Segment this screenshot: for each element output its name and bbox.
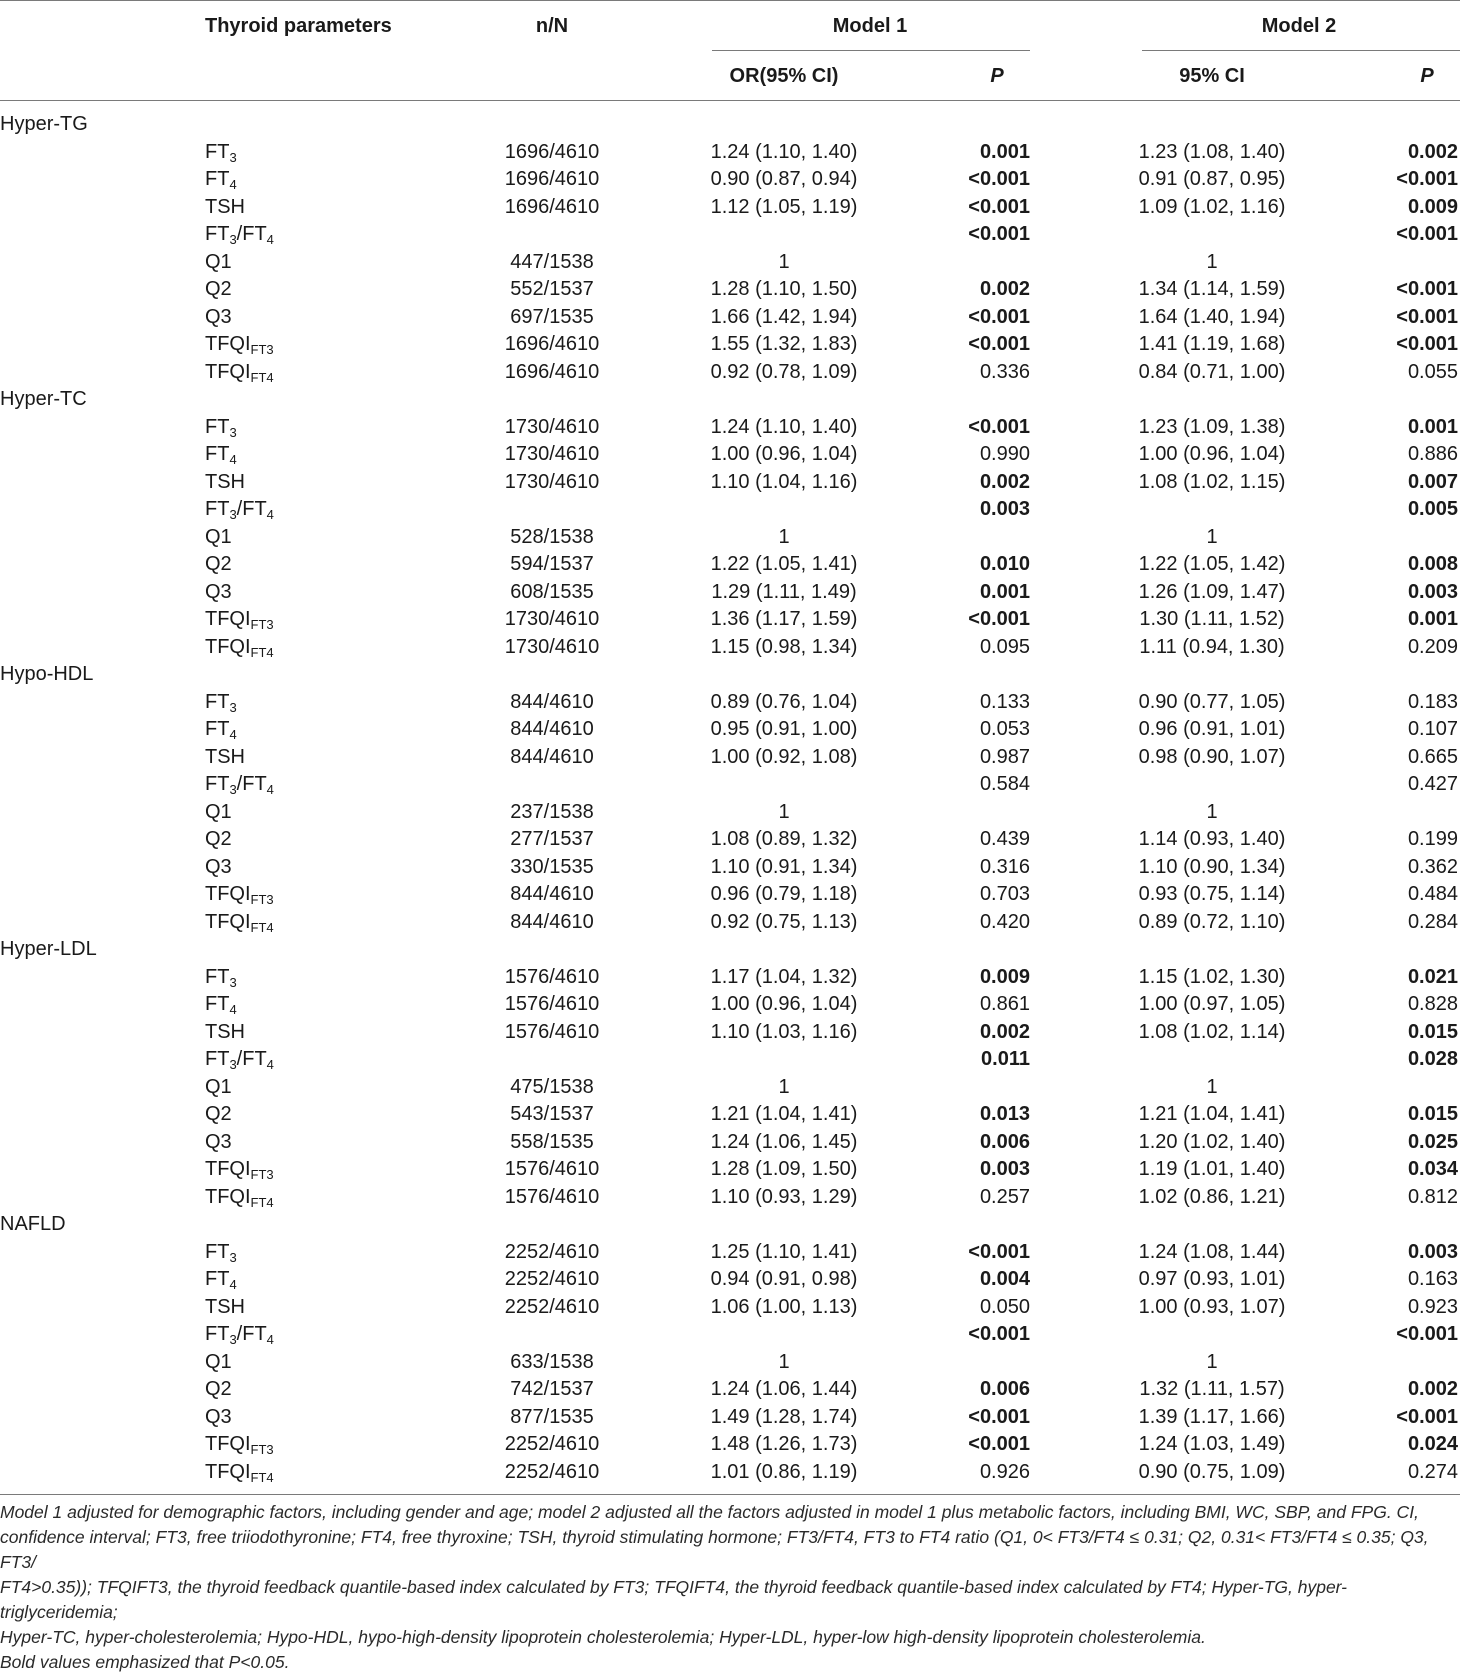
header-m1-or: OR(95% CI) (729, 65, 839, 87)
nN-cell: 1576/4610 (504, 993, 600, 1015)
m1-p-cell: <0.001 (968, 1433, 1030, 1455)
m2-p-cell: 0.199 (1407, 828, 1458, 850)
header-thyroid-parameters: Thyroid parameters (205, 15, 392, 37)
m2-ci-cell: 1 (1206, 525, 1218, 548)
param-cell: Q3 (205, 1405, 232, 1428)
m1-or-cell: 1.00 (0.92, 1.08) (710, 745, 858, 768)
m1-p-cell: 0.095 (979, 635, 1030, 658)
m2-ci-cell: 1 (1206, 1075, 1218, 1098)
m2-p-cell: 0.812 (1407, 1185, 1458, 1208)
m1-p-cell: 0.926 (979, 1460, 1030, 1483)
m2-p-cell: <0.001 (1396, 223, 1458, 245)
m2-ci-cell: 1.08 (1.02, 1.15) (1138, 470, 1286, 493)
m1-p-cell: 0.987 (979, 745, 1030, 768)
m2-ci-cell: 1.00 (0.97, 1.05) (1138, 993, 1286, 1015)
m1-p-cell: 0.002 (979, 278, 1030, 300)
m2-ci-cell: 1.19 (1.01, 1.40) (1138, 1158, 1286, 1180)
bottom-rule (0, 1494, 1460, 1495)
m1-or-cell: 1 (778, 1350, 790, 1373)
param-cell: Q1 (205, 800, 232, 823)
m1-or-cell: 1 (778, 1075, 790, 1098)
m1-or-cell: 1.66 (1.42, 1.94) (710, 305, 858, 328)
param-cell: $FT_4$ (205, 1268, 237, 1292)
nN-cell: 633/1538 (510, 1350, 594, 1373)
param-cell: TSH (205, 470, 245, 493)
param-cell: $FT_3/FT_4$ (205, 223, 274, 247)
m1-p-cell: 0.001 (979, 140, 1030, 163)
param-cell: Q3 (205, 305, 232, 328)
m2-p-cell: 0.007 (1407, 470, 1458, 493)
m1-p-cell: <0.001 (968, 168, 1030, 190)
param-cell: Q2 (205, 1103, 232, 1125)
header-m1-p (990, 63, 1003, 90)
m1-p-cell: 0.003 (979, 498, 1030, 520)
m1-p-cell: 0.003 (979, 1158, 1030, 1180)
nN-cell: 1730/4610 (504, 443, 600, 465)
param-cell: $TFQI_{FT3}$ (205, 883, 274, 907)
m1-or-cell: 0.92 (0.75, 1.13) (710, 910, 858, 933)
model-1-underline (712, 50, 1030, 51)
m2-ci-cell: 0.93 (0.75, 1.14) (1138, 883, 1286, 905)
nN-cell: 552/1537 (510, 278, 594, 300)
m1-p-cell: 0.002 (979, 1020, 1030, 1043)
m1-p-cell: <0.001 (968, 1405, 1030, 1428)
m2-ci-cell: 1.08 (1.02, 1.14) (1138, 1020, 1286, 1043)
m1-p-cell: 0.002 (979, 470, 1030, 493)
m1-or-cell: 0.95 (0.91, 1.00) (710, 718, 858, 740)
m1-p-cell: <0.001 (968, 1323, 1030, 1345)
group-label: Hyper-TC (0, 388, 87, 410)
m1-or-cell: 1.00 (0.96, 1.04) (710, 443, 858, 465)
m2-p-cell: 0.183 (1407, 690, 1458, 713)
m1-or-cell: 1.10 (0.91, 1.34) (710, 855, 858, 878)
param-cell: $TFQI_{FT4}$ (205, 635, 274, 660)
m1-or-cell: 1.36 (1.17, 1.59) (710, 608, 858, 630)
param-cell: $FT_3$ (205, 140, 237, 165)
m1-or-cell: 1.48 (1.26, 1.73) (710, 1433, 858, 1455)
nN-cell: 1576/4610 (504, 965, 600, 988)
m2-ci-cell: 0.90 (0.75, 1.09) (1138, 1460, 1286, 1483)
m2-ci-cell: 0.90 (0.77, 1.05) (1138, 690, 1286, 713)
param-cell: $FT_3/FT_4$ (205, 498, 274, 522)
m2-p-cell: 0.021 (1407, 965, 1458, 988)
m2-p-cell: 0.001 (1407, 415, 1458, 438)
m2-ci-cell: 0.84 (0.71, 1.00) (1138, 360, 1286, 383)
header-m2-p-text: P (1420, 65, 1434, 87)
m2-ci-cell: 1.22 (1.05, 1.42) (1138, 553, 1286, 575)
nN-cell: 2252/4610 (504, 1295, 600, 1318)
nN-cell: 1730/4610 (504, 608, 600, 630)
m2-p-cell: <0.001 (1396, 305, 1458, 328)
m2-p-cell: 0.005 (1407, 498, 1458, 520)
param-cell: TSH (205, 195, 245, 218)
param-cell: $FT_3/FT_4$ (205, 1323, 274, 1347)
m2-p-cell: 0.015 (1407, 1020, 1458, 1043)
param-cell: Q1 (205, 250, 232, 273)
param-cell: $TFQI_{FT4}$ (205, 1460, 274, 1485)
nN-cell: 844/4610 (510, 718, 594, 740)
nN-cell: 1696/4610 (504, 360, 600, 383)
nN-cell: 697/1535 (510, 305, 594, 328)
nN-cell: 877/1535 (510, 1405, 594, 1428)
m1-p-cell: 0.050 (979, 1295, 1030, 1318)
m2-p-cell: 0.362 (1407, 855, 1458, 878)
footnote-line-5: Bold values emphasized that P<0.05. (0, 1652, 290, 1672)
nN-cell: 1576/4610 (504, 1158, 600, 1180)
m2-ci-cell: 0.97 (0.93, 1.01) (1138, 1268, 1286, 1290)
nN-cell: 330/1535 (510, 855, 594, 878)
m1-p-cell: 0.861 (979, 993, 1030, 1015)
m2-p-cell: 0.025 (1407, 1130, 1458, 1153)
m1-p-cell: <0.001 (968, 223, 1030, 245)
header-m2-ci: 95% CI (1179, 65, 1245, 87)
group-label: NAFLD (0, 1213, 66, 1235)
nN-cell: 2252/4610 (504, 1240, 600, 1263)
m2-p-cell: 0.001 (1407, 608, 1458, 630)
nN-cell: 1696/4610 (504, 333, 600, 355)
top-rule (0, 0, 1460, 1)
m2-ci-cell: 1.24 (1.08, 1.44) (1138, 1240, 1286, 1263)
param-cell: Q2 (205, 1378, 232, 1400)
m1-p-cell: 0.011 (981, 1048, 1030, 1070)
footnote-line-3: FT4>0.35)); TFQIFT3, the thyroid feedback quantile-based index calculated by FT3; TFQIFT4, the thyroid feedback quantile-based index calculated by FT4; Hyper-TG, hyper-triglyceridemia; (0, 1577, 1348, 1622)
nN-cell: 1696/4610 (504, 140, 600, 163)
m1-p-cell: 0.990 (979, 443, 1030, 465)
m2-ci-cell: 0.89 (0.72, 1.10) (1138, 910, 1286, 933)
m1-p-cell: <0.001 (968, 195, 1030, 218)
nN-cell: 608/1535 (510, 580, 594, 603)
nN-cell: 844/4610 (510, 883, 594, 905)
param-cell: Q2 (205, 553, 232, 575)
m1-p-cell: 0.439 (979, 828, 1030, 850)
m1-or-cell: 0.96 (0.79, 1.18) (710, 883, 858, 905)
param-cell: TSH (205, 1020, 245, 1043)
m2-p-cell: 0.284 (1407, 910, 1458, 933)
param-cell: Q3 (205, 580, 232, 603)
nN-cell: 844/4610 (510, 690, 594, 713)
m2-ci-cell: 1.02 (0.86, 1.21) (1138, 1185, 1286, 1208)
m1-p-cell: <0.001 (968, 305, 1030, 328)
param-cell: $TFQI_{FT4}$ (205, 360, 274, 385)
param-cell: $FT_4$ (205, 443, 237, 467)
m1-or-cell: 1.24 (1.10, 1.40) (710, 140, 858, 163)
m2-ci-cell: 1.21 (1.04, 1.41) (1138, 1103, 1286, 1125)
m2-ci-cell: 1.26 (1.09, 1.47) (1138, 580, 1286, 603)
nN-cell: 594/1537 (510, 553, 594, 575)
m2-p-cell: 0.274 (1407, 1460, 1458, 1483)
m1-p-cell: <0.001 (968, 1240, 1030, 1263)
model-2-underline (1142, 50, 1460, 51)
m1-p-cell: <0.001 (968, 333, 1030, 355)
m2-ci-cell: 1.41 (1.19, 1.68) (1138, 333, 1286, 355)
m2-p-cell: <0.001 (1396, 333, 1458, 355)
param-cell: Q2 (205, 278, 232, 300)
m1-or-cell: 1.29 (1.11, 1.49) (711, 580, 857, 603)
m1-p-cell: 0.001 (979, 580, 1030, 603)
m1-or-cell: 1.00 (0.96, 1.04) (710, 993, 858, 1015)
nN-cell: 1696/4610 (504, 195, 600, 218)
m2-p-cell: 0.003 (1407, 1240, 1458, 1263)
nN-cell: 447/1538 (510, 250, 594, 273)
m1-p-cell: 0.584 (979, 773, 1030, 795)
m2-p-cell: 0.034 (1407, 1158, 1458, 1180)
nN-cell: 844/4610 (510, 745, 594, 768)
header-rule (0, 100, 1460, 101)
m2-p-cell: 0.003 (1407, 580, 1458, 603)
m2-ci-cell: 1.32 (1.11, 1.57) (1139, 1378, 1285, 1400)
m1-or-cell: 0.90 (0.87, 0.94) (710, 168, 858, 190)
m2-ci-cell: 1.14 (0.93, 1.40) (1138, 828, 1286, 850)
m2-ci-cell: 1.24 (1.03, 1.49) (1138, 1433, 1286, 1455)
param-cell: $FT_4$ (205, 993, 237, 1017)
m2-ci-cell: 1.23 (1.08, 1.40) (1138, 140, 1286, 163)
m2-p-cell: 0.484 (1407, 883, 1458, 905)
m1-p-cell: 0.010 (979, 553, 1030, 575)
m1-p-cell: 0.009 (979, 965, 1030, 988)
m1-or-cell: 1.24 (1.06, 1.44) (710, 1378, 858, 1400)
nN-cell: 1730/4610 (504, 635, 600, 658)
param-cell: Q3 (205, 855, 232, 878)
m1-or-cell: 1.28 (1.09, 1.50) (710, 1158, 858, 1180)
m2-p-cell: 0.002 (1407, 1378, 1458, 1400)
param-cell: $FT_4$ (205, 718, 237, 742)
m1-p-cell: 0.006 (979, 1130, 1030, 1153)
m2-p-cell: <0.001 (1396, 1323, 1458, 1345)
m2-p-cell: 0.107 (1407, 718, 1458, 740)
m2-ci-cell: 1.11 (0.94, 1.30) (1139, 635, 1285, 658)
param-cell: Q1 (205, 1350, 232, 1373)
param-cell: $TFQI_{FT4}$ (205, 1185, 274, 1210)
m1-or-cell: 1 (778, 250, 790, 273)
m2-p-cell: 0.665 (1407, 745, 1458, 768)
m2-ci-cell: 1 (1206, 800, 1218, 823)
footnote-line-2: confidence interval; FT3, free triiodothyronine; FT4, free thyroxine; TSH, thyroid stimulating hormone; FT3/FT4, FT3 to FT4 ratio (Q1, 0< FT3/FT4 ≤ 0.31; Q2, 0.31< FT3/FT4 ≤ 0.35; Q3, FT3/ (0, 1527, 1429, 1572)
m1-p-cell: 0.316 (979, 855, 1030, 878)
m1-p-cell: 0.703 (979, 883, 1030, 905)
m2-ci-cell: 1 (1206, 250, 1218, 273)
m2-p-cell: 0.015 (1407, 1103, 1458, 1125)
m1-or-cell: 1.28 (1.10, 1.50) (710, 278, 858, 300)
nN-cell: 1576/4610 (504, 1185, 600, 1208)
m2-ci-cell: 0.96 (0.91, 1.01) (1138, 718, 1286, 740)
m2-ci-cell: 1.23 (1.09, 1.38) (1138, 415, 1286, 438)
m1-p-cell: 0.420 (979, 910, 1030, 933)
group-label: Hyper-LDL (0, 938, 97, 960)
param-cell: Q3 (205, 1130, 232, 1153)
nN-cell: 2252/4610 (504, 1460, 600, 1483)
m1-p-cell: 0.006 (979, 1378, 1030, 1400)
m2-ci-cell: 1.00 (0.96, 1.04) (1138, 443, 1286, 465)
m1-p-cell: 0.133 (979, 690, 1030, 713)
m2-ci-cell: 1.30 (1.11, 1.52) (1139, 608, 1285, 630)
m1-or-cell: 1.21 (1.04, 1.41) (710, 1103, 858, 1125)
m1-or-cell: 1.10 (0.93, 1.29) (710, 1185, 858, 1208)
param-cell: TSH (205, 745, 245, 768)
m1-or-cell: 1.49 (1.28, 1.74) (710, 1405, 858, 1428)
m2-ci-cell: 1.20 (1.02, 1.40) (1138, 1130, 1286, 1153)
m1-p-cell: <0.001 (968, 415, 1030, 438)
param-cell: $FT_3$ (205, 965, 237, 990)
nN-cell: 528/1538 (510, 525, 594, 548)
m2-ci-cell: 1.09 (1.02, 1.16) (1138, 195, 1286, 218)
m2-ci-cell: 1.39 (1.17, 1.66) (1138, 1405, 1286, 1428)
m2-ci-cell: 1.10 (0.90, 1.34) (1138, 855, 1286, 878)
m2-p-cell: 0.009 (1407, 195, 1458, 218)
m2-p-cell: 0.163 (1407, 1268, 1458, 1290)
m1-or-cell: 1.55 (1.32, 1.83) (710, 333, 858, 355)
m2-ci-cell: 1.34 (1.14, 1.59) (1138, 278, 1286, 300)
nN-cell: 1696/4610 (504, 168, 600, 190)
header-model-2: Model 2 (1261, 15, 1337, 37)
header-nN: n/N (535, 15, 569, 37)
m2-p-cell: 0.209 (1407, 635, 1458, 658)
m1-or-cell: 1.24 (1.06, 1.45) (710, 1130, 858, 1153)
param-cell: $FT_3/FT_4$ (205, 1048, 274, 1072)
m1-or-cell: 1.22 (1.05, 1.41) (710, 553, 858, 575)
group-label: Hyper-TG (0, 113, 88, 135)
nN-cell: 543/1537 (510, 1103, 594, 1125)
m2-p-cell: 0.002 (1407, 140, 1458, 163)
m1-or-cell: 1.24 (1.10, 1.40) (710, 415, 858, 438)
param-cell: Q2 (205, 828, 232, 850)
m2-p-cell: 0.923 (1407, 1295, 1458, 1318)
m1-or-cell: 1.01 (0.86, 1.19) (710, 1460, 858, 1483)
nN-cell: 558/1535 (510, 1130, 594, 1153)
param-cell: $FT_4$ (205, 168, 237, 192)
m1-p-cell: <0.001 (968, 608, 1030, 630)
m1-or-cell: 1.10 (1.03, 1.16) (710, 1020, 858, 1043)
param-cell: $TFQI_{FT3}$ (205, 1433, 274, 1457)
m2-p-cell: <0.001 (1396, 278, 1458, 300)
m1-or-cell: 1 (778, 800, 790, 823)
m1-p-cell: 0.004 (979, 1268, 1030, 1290)
m2-p-cell: 0.427 (1407, 773, 1458, 795)
nN-cell: 1576/4610 (504, 1020, 600, 1043)
m2-ci-cell: 1.15 (1.02, 1.30) (1138, 965, 1286, 988)
header-m2-p (1420, 63, 1433, 90)
m2-p-cell: 0.008 (1407, 553, 1458, 575)
m2-ci-cell: 1.64 (1.40, 1.94) (1138, 305, 1286, 328)
m1-or-cell: 1.06 (1.00, 1.13) (710, 1295, 858, 1318)
m1-or-cell: 0.94 (0.91, 0.98) (710, 1268, 858, 1290)
nN-cell: 2252/4610 (504, 1433, 600, 1455)
m2-p-cell: 0.028 (1407, 1048, 1458, 1070)
nN-cell: 844/4610 (510, 910, 594, 933)
m2-ci-cell: 0.98 (0.90, 1.07) (1138, 745, 1286, 768)
footnote-line-4: Hyper-TC, hyper-cholesterolemia; Hypo-HDL, hypo-high-density lipoprotein cholesterolemia; Hyper-LDL, hyper-low high-density lipoprotein cholesterolemia. (0, 1627, 1206, 1647)
header-m1-p-text: P (990, 65, 1004, 87)
m1-or-cell: 1.08 (0.89, 1.32) (710, 828, 858, 850)
nN-cell: 1730/4610 (504, 470, 600, 493)
param-cell: Q1 (205, 525, 232, 548)
header-model-1: Model 1 (832, 15, 908, 37)
nN-cell: 742/1537 (510, 1378, 594, 1400)
param-cell: $FT_3$ (205, 415, 237, 440)
m1-p-cell: 0.336 (979, 360, 1030, 383)
nN-cell: 2252/4610 (504, 1268, 600, 1290)
m1-or-cell: 1.17 (1.04, 1.32) (710, 965, 858, 988)
param-cell: $TFQI_{FT3}$ (205, 333, 274, 357)
m1-or-cell: 0.92 (0.78, 1.09) (710, 360, 858, 383)
m2-p-cell: <0.001 (1396, 1405, 1458, 1428)
m1-or-cell: 0.89 (0.76, 1.04) (710, 690, 858, 713)
m1-p-cell: 0.053 (979, 718, 1030, 740)
param-cell: $FT_3/FT_4$ (205, 773, 274, 797)
m2-p-cell: 0.886 (1407, 443, 1458, 465)
m2-ci-cell: 1.00 (0.93, 1.07) (1138, 1295, 1286, 1318)
m2-ci-cell: 1 (1206, 1350, 1218, 1373)
group-label: Hypo-HDL (0, 663, 94, 685)
m1-p-cell: 0.013 (979, 1103, 1030, 1125)
m1-or-cell: 1.25 (1.10, 1.41) (710, 1240, 858, 1263)
nN-cell: 1730/4610 (504, 415, 600, 438)
m2-p-cell: 0.024 (1407, 1433, 1458, 1455)
nN-cell: 237/1538 (510, 800, 594, 823)
param-cell: Q1 (205, 1075, 232, 1098)
m2-p-cell: <0.001 (1396, 168, 1458, 190)
param-cell: TSH (205, 1295, 245, 1318)
m1-p-cell: 0.257 (979, 1185, 1030, 1208)
param-cell: $TFQI_{FT3}$ (205, 608, 274, 632)
param-cell: $FT_3$ (205, 1240, 237, 1265)
param-cell: $TFQI_{FT4}$ (205, 910, 274, 935)
m1-or-cell: 1 (778, 525, 790, 548)
nN-cell: 277/1537 (510, 828, 594, 850)
nN-cell: 475/1538 (510, 1075, 594, 1098)
param-cell: $TFQI_{FT3}$ (205, 1158, 274, 1182)
m2-p-cell: 0.828 (1407, 993, 1458, 1015)
m2-p-cell: 0.055 (1407, 360, 1458, 383)
m1-or-cell: 1.12 (1.05, 1.19) (710, 195, 858, 218)
footnote-line-1: Model 1 adjusted for demographic factors, including gender and age; model 2 adjusted all the factors adjusted in model 1 plus metabolic factors, including BMI, WC, SBP, and FPG. CI, (0, 1502, 1419, 1522)
m1-or-cell: 1.10 (1.04, 1.16) (710, 470, 858, 493)
param-cell: $FT_3$ (205, 690, 237, 715)
m2-ci-cell: 0.91 (0.87, 0.95) (1138, 168, 1286, 190)
m1-or-cell: 1.15 (0.98, 1.34) (710, 635, 858, 658)
footnote (0, 1500, 1456, 1675)
